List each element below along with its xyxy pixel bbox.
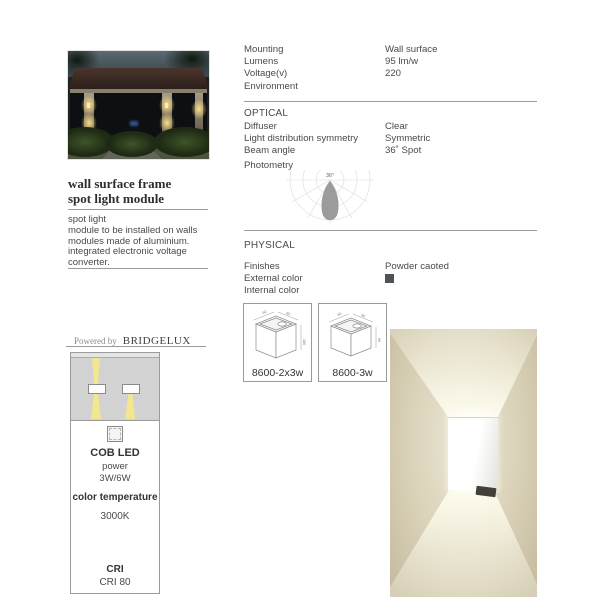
optical-specs (244, 121, 537, 158)
beam-lobe (321, 181, 338, 220)
photo-roof (68, 68, 209, 90)
drawing-label: 8600-3w (332, 367, 373, 379)
spec-value: Powder caoted (385, 261, 449, 272)
power-label: power (102, 461, 128, 472)
product-title-line2: spot light module (68, 191, 165, 206)
color-temperature-value: 3000K (100, 511, 130, 522)
description-line: integrated electronic voltage (68, 246, 187, 258)
dimension-drawing-2x3w (243, 303, 312, 382)
cob-chip-icon (107, 426, 123, 442)
spec-label: Beam angle (244, 145, 296, 157)
divider (68, 209, 208, 210)
dim-label: 60 (261, 309, 268, 315)
spec-value: 95 lm/w (385, 56, 419, 68)
spec-value: Clear (385, 121, 408, 132)
module-top-band (71, 353, 159, 358)
product-title-line1: wall surface frame (68, 176, 172, 191)
brand-name: BRIDGELUX (122, 335, 191, 347)
isometric-drawing (319, 304, 386, 366)
spec-value: Wall surface (385, 44, 438, 55)
spec-value (385, 273, 394, 285)
power-value: 3W/6W (99, 473, 131, 484)
wall-light-glow (191, 99, 207, 119)
dim-label: 60 (285, 311, 291, 317)
spec-label: Finishes (244, 261, 280, 272)
spec-row (244, 68, 537, 80)
isometric-drawing (244, 304, 311, 366)
general-specs (244, 44, 537, 93)
spec-row (244, 44, 537, 56)
description-line: converter. (68, 257, 110, 269)
photo-interior-light (130, 121, 138, 126)
spec-row (244, 261, 537, 273)
physical-heading: PHYSICAL (244, 240, 296, 251)
description-line: module to be installed on walls (68, 224, 198, 236)
spec-row (244, 285, 537, 297)
spec-row (244, 56, 537, 68)
optical-heading: OPTICAL (244, 108, 289, 119)
drawing-label: 8600-2x3w (251, 367, 304, 379)
divider (66, 346, 206, 347)
wall-light (165, 103, 168, 108)
led-window (122, 384, 140, 394)
section-divider (244, 230, 537, 231)
spec-value: Symmetric (385, 133, 431, 145)
spec-row (244, 121, 537, 133)
cob-led-title: COB LED (90, 447, 140, 459)
downlight-beam (390, 488, 537, 597)
spec-label: Diffuser (244, 121, 277, 132)
spec-value: 36˚ Spot (385, 145, 422, 157)
light-beam-down (125, 393, 135, 419)
spec-label: Light distribution symmetry (244, 133, 359, 145)
led-module-diagram (70, 352, 160, 422)
photo-bush (154, 127, 210, 157)
product-description (68, 215, 214, 269)
color-temperature-label: color temperature (72, 492, 158, 503)
spec-label: Environment (244, 80, 298, 92)
light-beam-up (92, 358, 100, 384)
spec-label: Internal color (244, 285, 300, 297)
wall-lamp-photo (390, 329, 537, 597)
external-color-swatch (385, 274, 394, 283)
led-window (88, 384, 106, 394)
dim-label: 180 (302, 339, 306, 345)
building-exterior-photo (67, 50, 210, 160)
dim-label: 60 (336, 311, 343, 317)
lamp-body (448, 417, 498, 490)
photometry-diagram (283, 170, 377, 232)
spec-label: Lumens (244, 56, 279, 68)
description-line: spot light (68, 214, 107, 225)
light-beam-down (91, 393, 101, 419)
product-title (68, 176, 210, 206)
spec-row (244, 273, 537, 285)
beam-angle-annotation: 36° (325, 173, 335, 179)
divider (68, 268, 208, 269)
spec-label: Voltage(v) (244, 68, 288, 80)
spec-row (244, 81, 537, 93)
spec-label: Mounting (244, 44, 284, 55)
led-spec-panel (70, 420, 160, 594)
dim-label: 90 (377, 338, 381, 342)
spec-label: External color (244, 273, 303, 285)
photometry-label: Photometry (244, 160, 294, 171)
cri-label: CRI (106, 564, 124, 575)
section-divider (244, 101, 537, 102)
dimension-drawing-3w (318, 303, 387, 382)
dim-label: 60 (360, 313, 366, 319)
powered-by-label: Powered by (74, 336, 117, 346)
spec-value: 220 (385, 68, 402, 80)
physical-specs (244, 261, 537, 298)
cri-value: CRI 80 (99, 577, 131, 588)
spec-row (244, 133, 537, 145)
description-line: modules made of aluminium. (68, 235, 190, 247)
uplight-beam (390, 329, 537, 418)
photo-bush (106, 131, 158, 157)
spec-row (244, 145, 537, 157)
wall-light (87, 103, 90, 108)
